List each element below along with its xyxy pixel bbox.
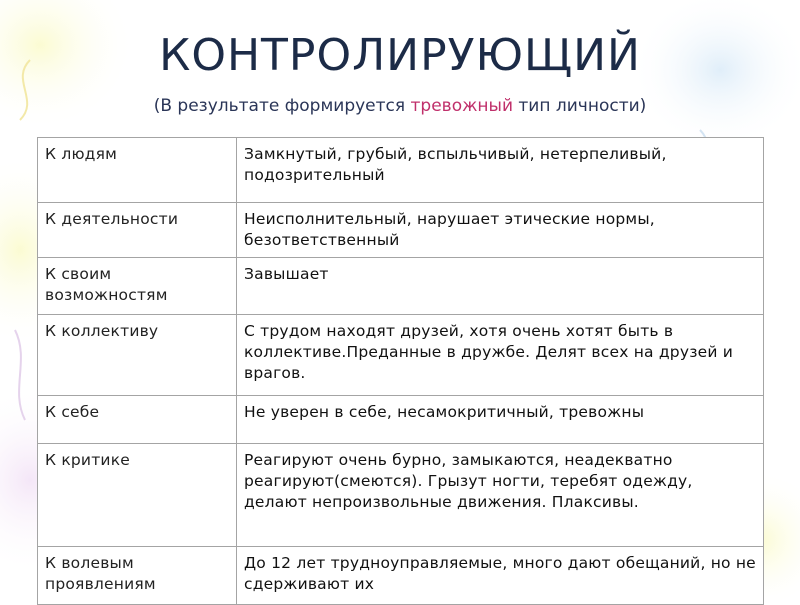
row-category: К волевым проявлениям xyxy=(38,547,237,605)
table-row xyxy=(38,138,764,203)
table-row xyxy=(38,258,764,315)
table-row xyxy=(38,547,764,605)
table-row xyxy=(38,203,764,258)
traits-table xyxy=(37,137,764,605)
page-subtitle xyxy=(0,96,800,116)
subtitle-prefix: (В результате формируется xyxy=(153,96,411,116)
row-description: Не уверен в себе, несамокритичный, тревожны xyxy=(237,396,764,444)
row-category: К своим возможностям xyxy=(38,258,237,315)
page-title: КОНТРОЛИРУЮЩИЙ xyxy=(159,30,641,81)
row-description: С трудом находят друзей, хотя очень хотят быть в коллективе.Преданные в дружбе. Делят всех на друзей и врагов. xyxy=(237,315,764,396)
row-category: К коллективу xyxy=(38,315,237,396)
table-row xyxy=(38,396,764,444)
row-description: Неисполнительный, нарушает этические нормы, безответственный xyxy=(237,203,764,258)
row-category: К себе xyxy=(38,396,237,444)
table-row xyxy=(38,444,764,547)
row-description: Реагируют очень бурно, замыкаются, неадекватно реагируют(смеются). Грызут ногти, теребят одежду, делают непроизвольные движения. Плаксивы. xyxy=(237,444,764,547)
subtitle-accent-word: тревожный xyxy=(410,96,513,116)
row-description: Замкнутый, грубый, вспыльчивый, нетерпеливый, подозрительный xyxy=(237,138,764,203)
row-category: К деятельности xyxy=(38,203,237,258)
row-category: К критике xyxy=(38,444,237,547)
row-description: До 12 лет трудноуправляемые, много дают обещаний, но не сдерживают их xyxy=(237,547,764,605)
subtitle-suffix: тип личности) xyxy=(513,96,647,116)
row-category: К людям xyxy=(38,138,237,203)
table-row xyxy=(38,315,764,396)
row-description: Завышает xyxy=(237,258,764,315)
